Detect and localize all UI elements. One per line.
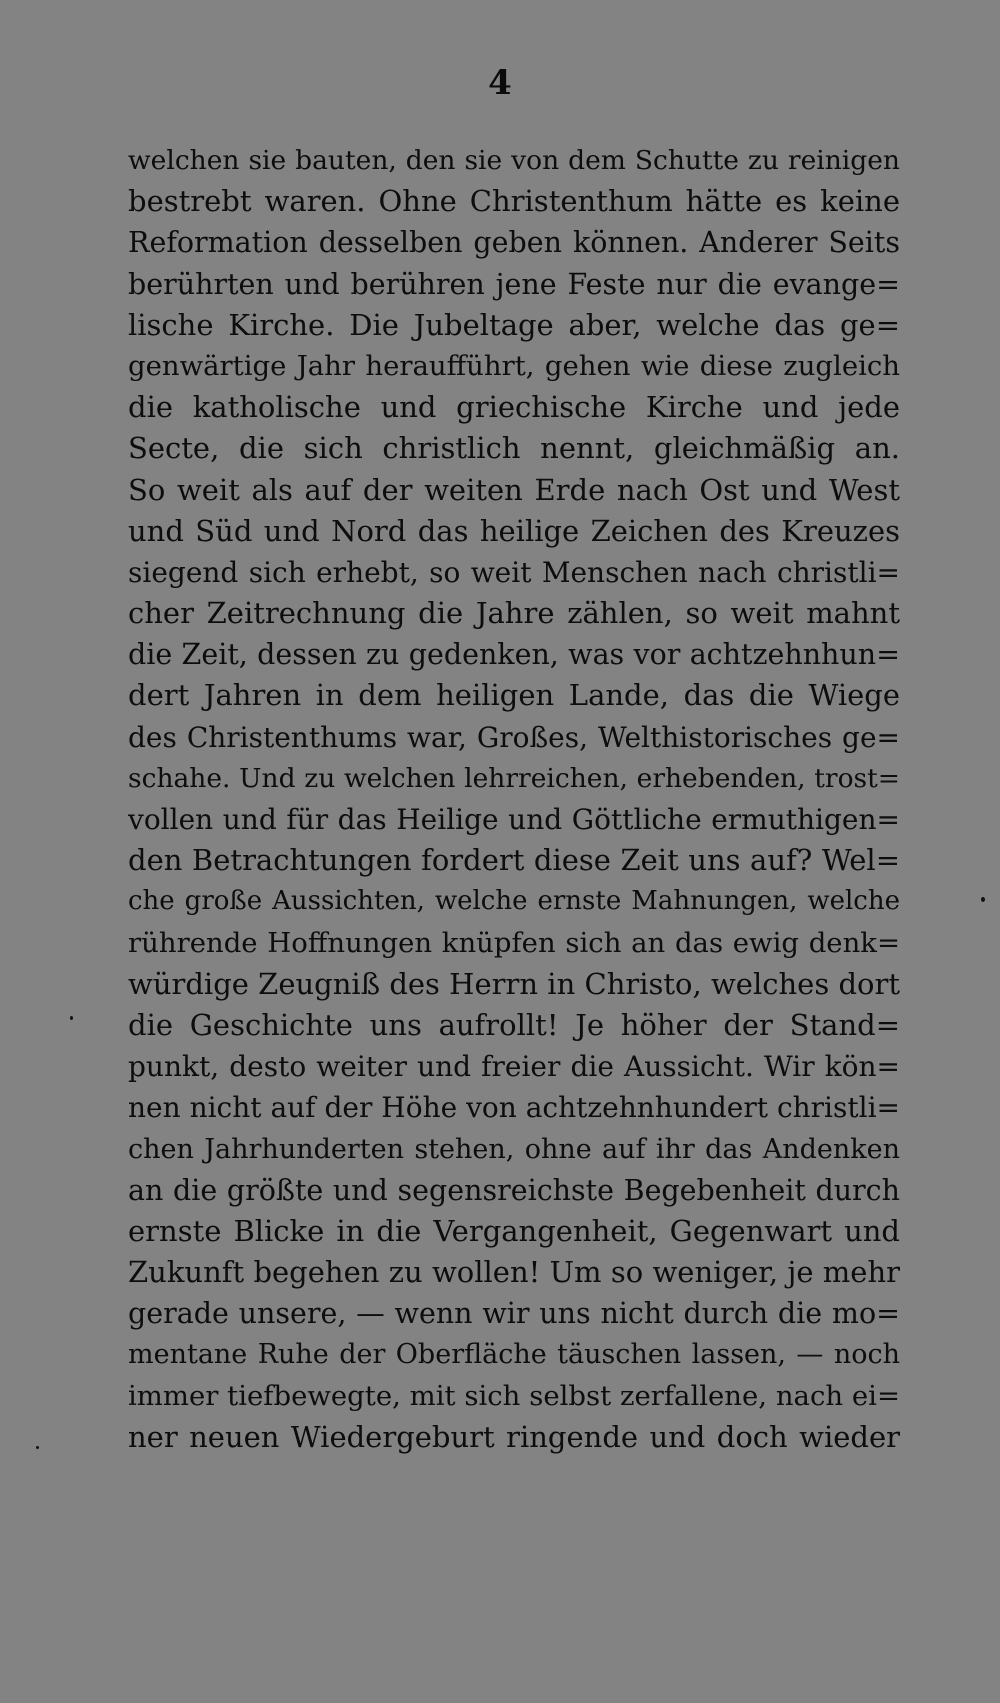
text-line: ernste Blicke in die Vergangenheit, Gegenwart und <box>128 1213 900 1248</box>
scan-speck <box>70 1016 73 1020</box>
text-line: die Geschichte uns aufrollt! Je höher der Stand= <box>128 1007 900 1042</box>
text-line: die Zeit, dessen zu gedenken, was vor achtzehnhun= <box>128 638 900 672</box>
text-line: und Süd und Nord das heilige Zeichen des Kreuzes <box>128 513 900 548</box>
text-line: genwärtige Jahr heraufführt, gehen wie diese zugleich <box>128 349 900 382</box>
text-line: rührende Hoffnungen knüpfen sich an das ewig denk= <box>128 926 900 959</box>
text-line: gerade unsere, — wenn wir uns nicht durch die mo= <box>128 1297 900 1331</box>
text-line: vollen und für das Heilige und Göttliche ermuthigen= <box>128 803 900 836</box>
text-line: würdige Zeugniß des Herrn in Christo, welches dort <box>128 966 900 1001</box>
text-line: den Betrachtungen fordert diese Zeit uns auf? Wel= <box>128 843 900 878</box>
text-line: siegend sich erhebt, so weit Menschen nach christli= <box>128 555 900 589</box>
text-line: ner neuen Wiedergeburt ringende und doch wieder <box>128 1419 900 1454</box>
text-line: che große Aussichten, welche ernste Mahnungen, welche <box>128 886 900 917</box>
text-line: bestrebt waren. Ohne Christenthum hätte es keine <box>128 184 900 219</box>
text-line: lische Kirche. Die Jubeltage aber, welche das ge= <box>128 307 900 342</box>
text-line: Secte, die sich christlich nennt, gleichmäßig an. <box>128 431 900 466</box>
text-line: welchen sie bauten, den sie von dem Schutte zu reinigen <box>128 145 900 176</box>
page-number: 4 <box>488 63 512 103</box>
scan-speck <box>981 897 985 902</box>
body-text <box>128 140 900 1458</box>
text-line: an die größte und segensreichste Begebenheit durch <box>128 1173 900 1207</box>
text-line: die katholische und griechische Kirche und jede <box>128 390 900 425</box>
text-line: punkt, desto weiter und freier die Aussicht. Wir kön= <box>128 1050 900 1084</box>
text-line: immer tiefbewegte, mit sich selbst zerfallene, nach ei= <box>128 1379 900 1412</box>
text-line: cher Zeitrechnung die Jahre zählen, so weit mahnt <box>128 596 900 631</box>
text-line: des Christenthums war, Großes, Welthistorisches ge= <box>128 720 900 754</box>
text-line: schahe. Und zu welchen lehrreichen, erhebenden, trost= <box>128 762 900 794</box>
text-line: So weit als auf der weiten Erde nach Ost und West <box>128 472 900 507</box>
text-line: Reformation desselben geben können. Anderer Seits <box>128 226 900 260</box>
text-line: dert Jahren in dem heiligen Lande, das die Wiege <box>128 678 900 713</box>
text-line: berührten und berühren jene Feste nur die evange= <box>128 267 900 301</box>
text-line: chen Jahrhunderten stehen, ohne auf ihr das Andenken <box>128 1133 900 1165</box>
scan-speck <box>36 1446 39 1449</box>
text-line: nen nicht auf der Höhe von achtzehnhundert christli= <box>128 1091 900 1125</box>
text-line: mentane Ruhe der Oberfläche täuschen lassen, — noch <box>128 1339 900 1371</box>
text-line: Zukunft begehen zu wollen! Um so weniger, je mehr <box>128 1255 900 1290</box>
